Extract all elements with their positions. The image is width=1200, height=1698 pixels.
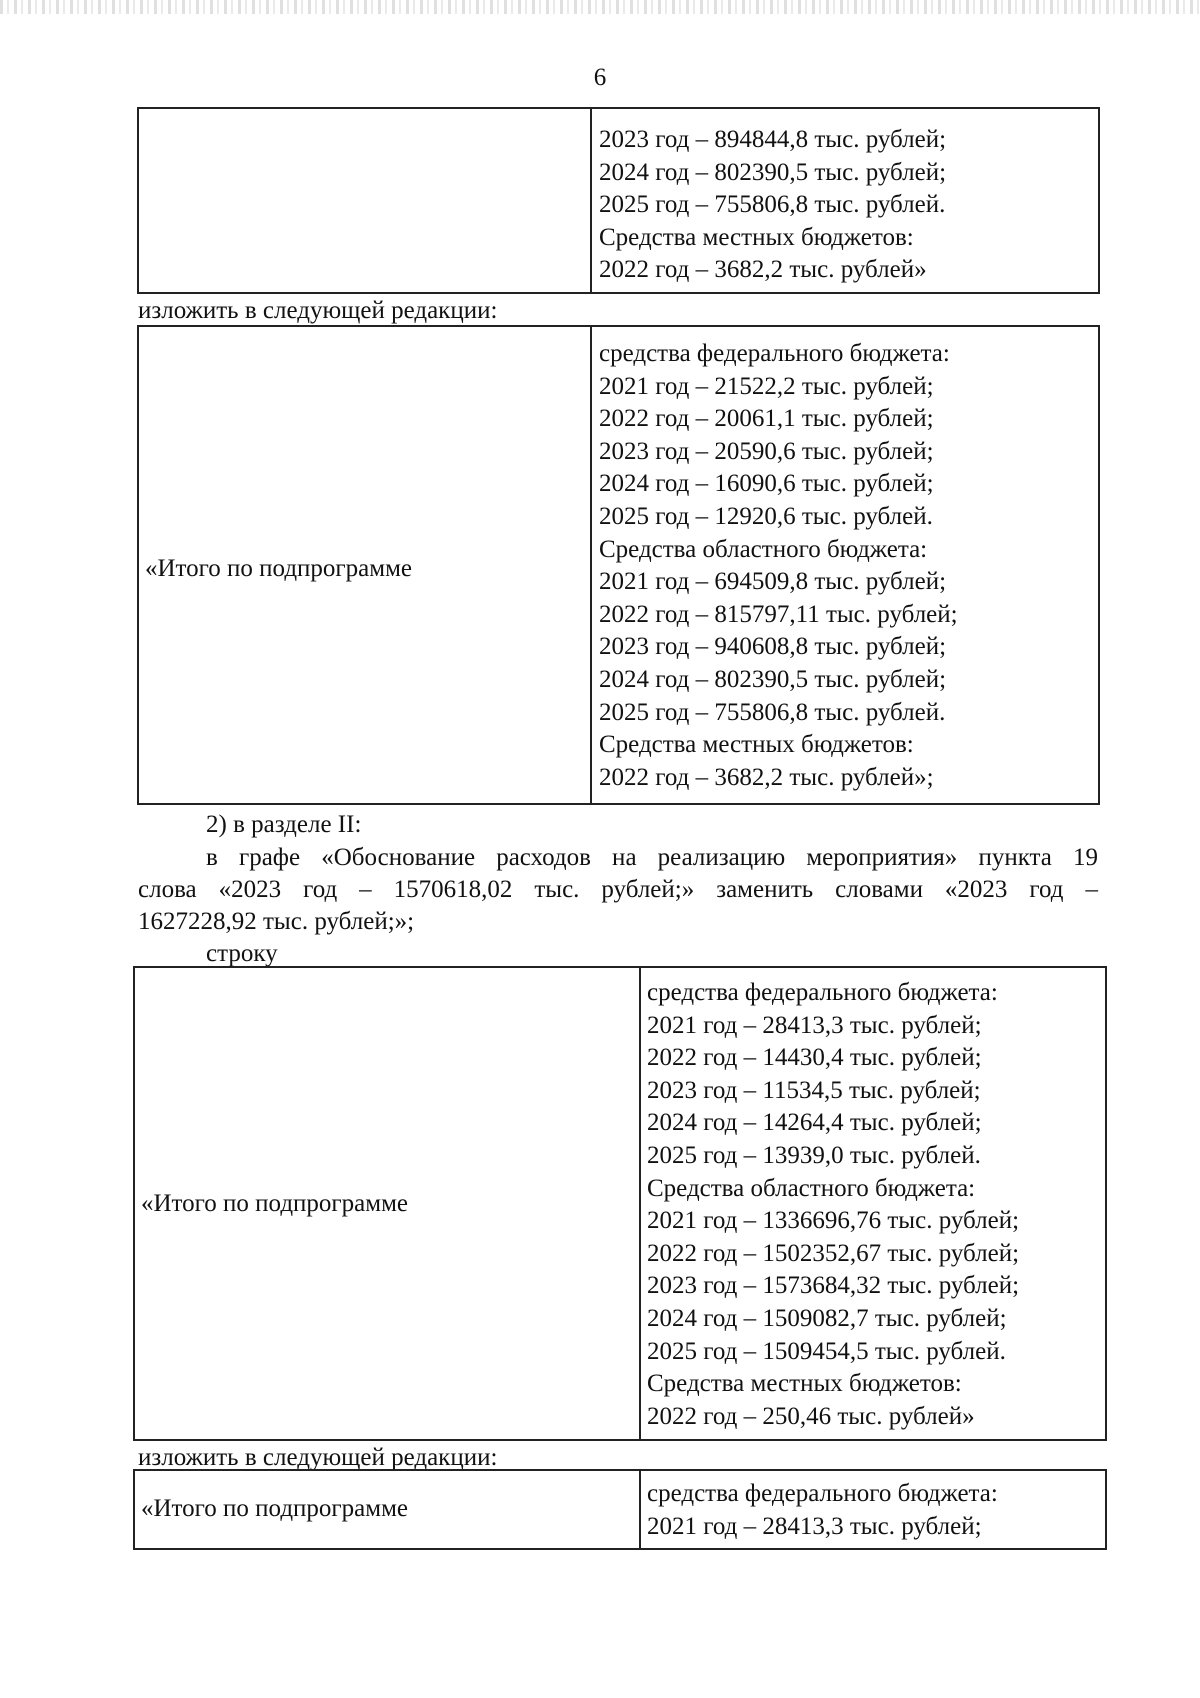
budget-line: 2024 год – 1509082,7 тыс. рублей;	[647, 1304, 1007, 1332]
budget-table-2-left-cell: «Итого по подпрограмме	[145, 555, 413, 582]
budget-table-1-right-cell	[599, 124, 1098, 287]
budget-line: 2025 год – 12920,6 тыс. рублей.	[599, 502, 933, 530]
budget-line: 2022 год – 250,46 тыс. рублей»	[647, 1402, 975, 1430]
budget-line: 2023 год – 940608,8 тыс. рублей;	[599, 633, 947, 661]
intro-text-2: изложить в следующей редакции:	[138, 1444, 498, 1471]
paragraph-line: слова «2023 год – 1570618,02 тыс. рублей;» заменить словами «2023 год –	[138, 876, 1098, 903]
budget-line: 2025 год – 1509454,5 тыс. рублей.	[647, 1337, 1006, 1365]
budget-line: 2025 год – 13939,0 тыс. рублей.	[647, 1141, 981, 1169]
budget-line: 2023 год – 11534,5 тыс. рублей;	[647, 1076, 981, 1104]
budget-table-4-right-cell	[647, 1478, 1105, 1543]
budget-line: Средства областного бюджета:	[599, 535, 928, 563]
budget-line: 2024 год – 16090,6 тыс. рублей;	[599, 470, 934, 498]
section-heading: 2) в разделе II:	[206, 811, 362, 838]
budget-line: Средства областного бюджета:	[647, 1174, 976, 1202]
budget-line: 2024 год – 14264,4 тыс. рублей;	[647, 1109, 982, 1137]
budget-line: 2022 год – 815797,11 тыс. рублей;	[599, 600, 958, 628]
budget-line: 2022 год – 14430,4 тыс. рублей;	[647, 1044, 982, 1072]
budget-line: 2025 год – 755806,8 тыс. рублей.	[599, 698, 946, 726]
budget-line: 2023 год – 894844,8 тыс. рублей;	[599, 126, 947, 153]
budget-line: 2021 год – 28413,3 тыс. рублей;	[647, 1011, 982, 1039]
budget-line: 2022 год – 3682,2 тыс. рублей»;	[599, 763, 934, 791]
budget-line: средства федерального бюджета:	[647, 979, 998, 1006]
budget-table-2-right-cell	[599, 338, 1098, 794]
paragraph-line: в графе «Обоснование расходов на реализацию мероприятия» пункта 19	[206, 844, 1098, 871]
budget-line: 2022 год – 20061,1 тыс. рублей;	[599, 405, 934, 433]
budget-line: средства федерального бюджета:	[599, 340, 950, 367]
budget-line: Средства местных бюджетов:	[599, 731, 914, 759]
budget-line: 2023 год – 1573684,32 тыс. рублей;	[647, 1272, 1020, 1300]
paragraph-line: 1627228,92 тыс. рублей;»;	[138, 908, 415, 935]
budget-line: Средства местных бюджетов:	[647, 1370, 962, 1398]
scan-artifact	[0, 0, 1200, 14]
budget-line: 2022 год – 3682,2 тыс. рублей»	[599, 256, 927, 284]
budget-line: 2025 год – 755806,8 тыс. рублей.	[599, 191, 946, 219]
page-number: 6	[593, 64, 607, 91]
budget-table-4	[133, 1469, 1107, 1550]
budget-table-3-right-cell	[647, 977, 1105, 1433]
budget-line: 2022 год – 1502352,67 тыс. рублей;	[647, 1239, 1020, 1267]
budget-table-4-left-cell: «Итого по подпрограмме	[141, 1495, 409, 1522]
budget-line: 2023 год – 20590,6 тыс. рублей;	[599, 437, 934, 465]
budget-line: Средства местных бюджетов:	[599, 223, 914, 251]
budget-line: 2021 год – 1336696,76 тыс. рублей;	[647, 1207, 1020, 1235]
budget-table-3	[133, 966, 1107, 1441]
budget-line: средства федерального бюджета:	[647, 1480, 998, 1507]
budget-line: 2021 год – 28413,3 тыс. рублей;	[647, 1512, 982, 1540]
budget-line: 2024 год – 802390,5 тыс. рублей;	[599, 665, 947, 693]
intro-text-1: изложить в следующей редакции:	[138, 297, 498, 324]
budget-table-1	[137, 107, 1100, 294]
budget-line: 2024 год – 802390,5 тыс. рублей;	[599, 158, 947, 186]
budget-table-3-left-cell: «Итого по подпрограмме	[141, 1190, 409, 1217]
row-label: строку	[206, 940, 278, 967]
budget-table-2	[137, 325, 1100, 805]
budget-line: 2021 год – 21522,2 тыс. рублей;	[599, 372, 934, 400]
budget-line: 2021 год – 694509,8 тыс. рублей;	[599, 568, 947, 596]
